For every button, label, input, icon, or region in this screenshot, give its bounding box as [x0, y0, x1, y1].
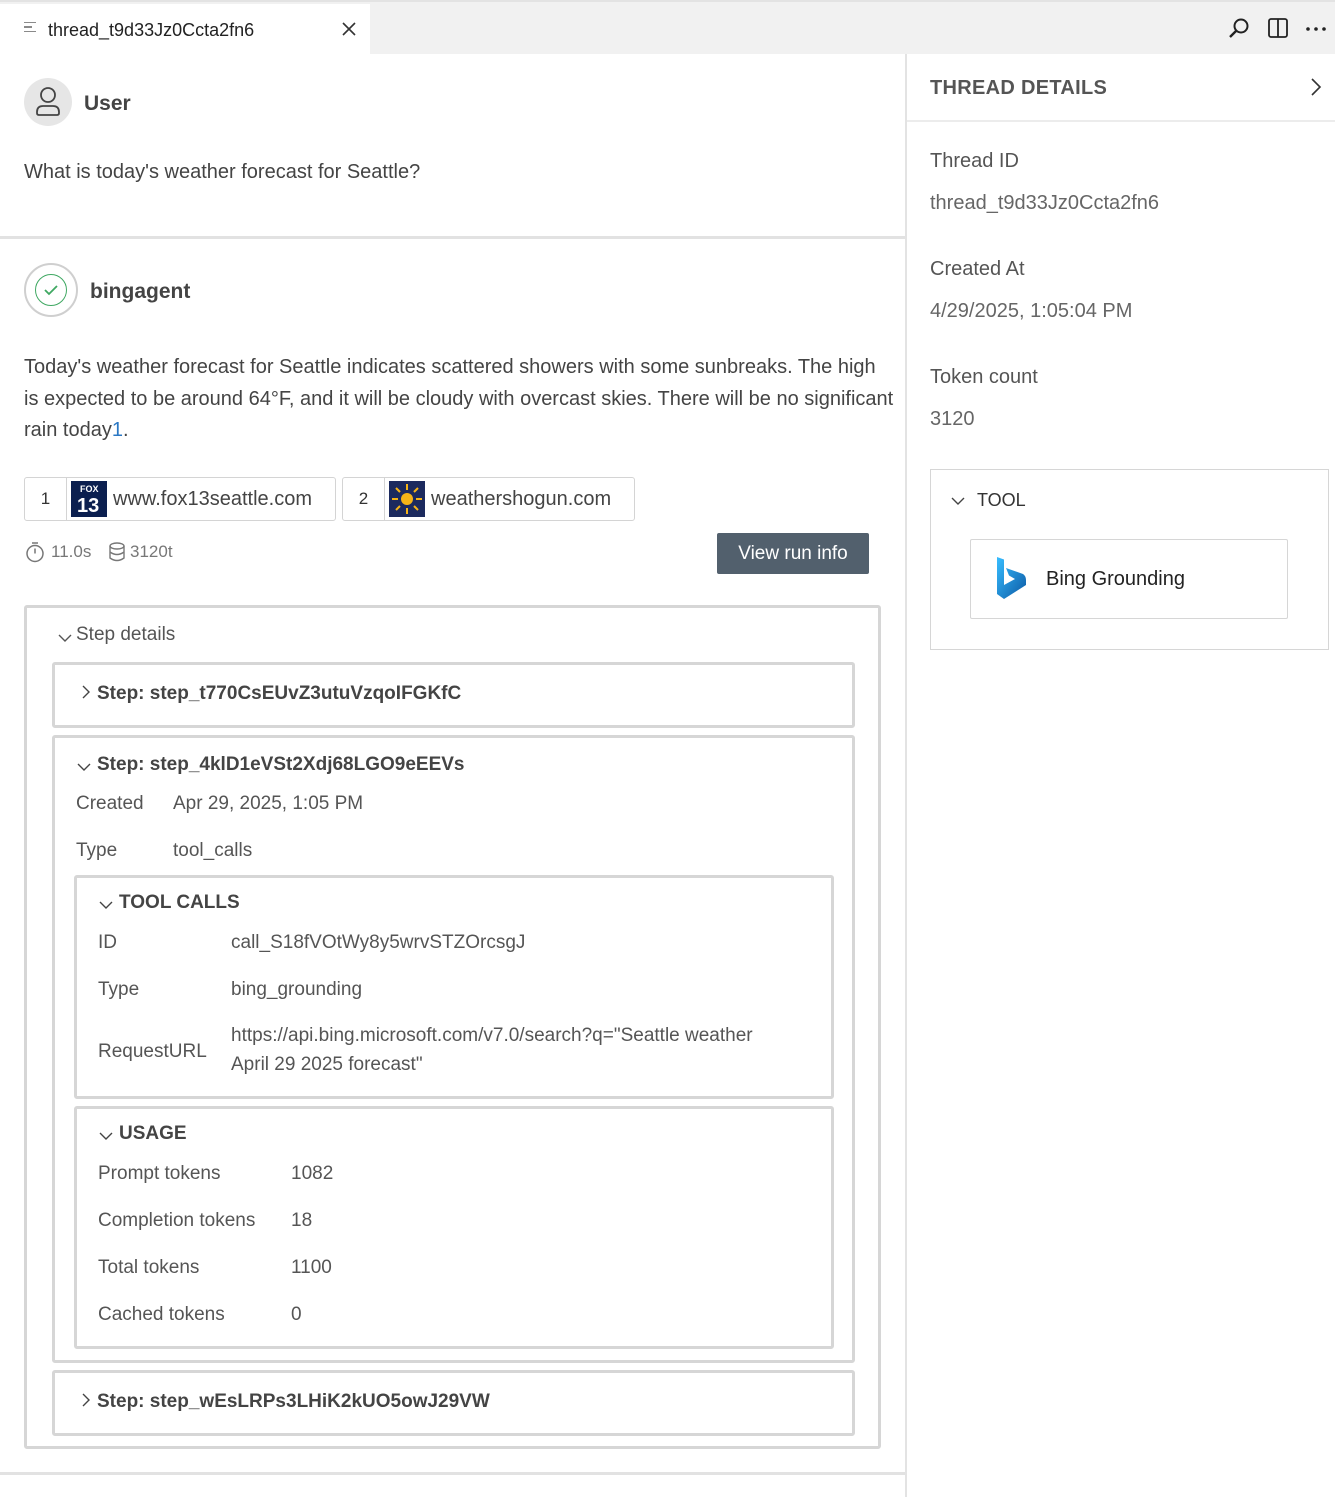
step-title[interactable]: Step: step_wEsLRPs3LHiK2kUO5owJ29VW: [97, 1391, 490, 1412]
user-avatar: [24, 78, 72, 126]
chevron-down-icon[interactable]: [99, 1129, 113, 1143]
tool-card[interactable]: [970, 539, 1288, 619]
search-icon[interactable]: [1227, 16, 1251, 40]
cached-tokens-value: 0: [291, 1304, 302, 1325]
thread-conversation: [0, 54, 905, 1497]
step-title[interactable]: Step: step_4klD1eVSt2Xdj68LGO9eEEVs: [97, 754, 465, 775]
source-host: www.fox13seattle.com: [113, 488, 312, 510]
agent-response-body: Today's weather forecast for Seattle indicates scattered showers with some sunbreaks. The high is expected to be around 64°F, and it will be cloudy with overcast skies. There will be no significant rain today: [24, 356, 894, 441]
chevron-right-icon[interactable]: [1307, 78, 1325, 96]
chevron-down-icon[interactable]: [58, 631, 72, 645]
request-url-value: https://api.bing.microsoft.com/v7.0/search?q="Seattle weather April 29 2025 forecast": [231, 1025, 753, 1075]
thread-details-panel: [905, 54, 1335, 1497]
message-divider: [0, 236, 905, 239]
completion-tokens-label: Completion tokens: [98, 1210, 256, 1231]
type-value: tool_calls: [173, 840, 253, 861]
panel-divider: [907, 120, 1335, 122]
tool-header[interactable]: TOOL: [977, 490, 1026, 510]
source-citation-card[interactable]: [24, 477, 336, 521]
tool-call-id-value: call_S18fVOtWy8y5wrvSTZOrcsgJ: [231, 932, 526, 953]
source-host: weathershogun.com: [431, 488, 612, 510]
citation-link[interactable]: 1: [111, 419, 123, 441]
chevron-down-icon[interactable]: [99, 898, 113, 912]
split-editor-icon[interactable]: [1266, 16, 1290, 40]
citation-number: 1: [25, 478, 67, 520]
fox13-logo-icon: [71, 481, 107, 517]
step-details-panel: [24, 605, 881, 1449]
thread-id-label: Thread ID: [930, 150, 1019, 172]
tool-section: [930, 469, 1329, 650]
thread-details-title: THREAD DETAILS: [930, 77, 1108, 99]
more-icon[interactable]: [1304, 16, 1328, 40]
document-lines-icon: [24, 22, 36, 34]
tool-call-type-value: bing_grounding: [231, 979, 363, 1000]
checkmark-icon: [36, 275, 65, 304]
created-at-label: Created At: [930, 258, 1025, 280]
usage-section: [74, 1106, 834, 1349]
svg-text:FOX: FOX: [80, 484, 99, 494]
tool-calls-header[interactable]: TOOL CALLS: [119, 892, 240, 913]
request-url-label: RequestURL: [98, 1041, 207, 1062]
completion-tokens-value: 18: [291, 1210, 313, 1231]
chevron-down-icon[interactable]: [951, 494, 965, 508]
agent-response-text: [24, 352, 894, 447]
tool-call-id-label: ID: [98, 932, 117, 953]
person-icon: [24, 78, 72, 126]
prompt-tokens-label: Prompt tokens: [98, 1163, 221, 1184]
message-divider: [0, 1472, 905, 1475]
source-citation-card[interactable]: [342, 477, 635, 521]
citation-number: 2: [343, 478, 385, 520]
bing-logo-icon: [993, 555, 1027, 603]
total-tokens-value: 1100: [291, 1257, 332, 1278]
run-duration: 11.0s: [51, 542, 92, 561]
weathershogun-logo-icon: [389, 481, 425, 517]
agent-name: bingagent: [90, 280, 191, 303]
created-value: Apr 29, 2025, 1:05 PM: [173, 793, 364, 814]
tool-call-type-label: Type: [98, 979, 140, 1000]
step-details-header[interactable]: Step details: [76, 624, 176, 645]
chevron-right-icon[interactable]: [79, 1393, 93, 1407]
tab-title: thread_t9d33Jz0Ccta2fn6: [48, 20, 255, 40]
created-label: Created: [76, 793, 144, 814]
view-run-info-button[interactable]: View run info: [717, 533, 869, 574]
tool-calls-section: [74, 875, 834, 1099]
run-token-count: 3120t: [130, 542, 173, 561]
usage-header[interactable]: USAGE: [119, 1123, 187, 1144]
token-stack-icon: [107, 541, 127, 563]
user-name: User: [84, 92, 131, 115]
thread-id-value: thread_t9d33Jz0Ccta2fn6: [930, 192, 1160, 214]
user-message-text: What is today's weather forecast for Seattle?: [24, 161, 421, 183]
user-message: [0, 54, 905, 238]
chevron-down-icon[interactable]: [77, 760, 91, 774]
token-count-label: Token count: [930, 366, 1038, 388]
step-title[interactable]: Step: step_t770CsEUvZ3utuVzqoIFGKfC: [97, 683, 462, 704]
tool-name: Bing Grounding: [1046, 568, 1185, 590]
chevron-right-icon[interactable]: [79, 685, 93, 699]
agent-response-end: .: [122, 419, 129, 441]
step-expanded: [52, 735, 855, 1363]
agent-avatar: [24, 263, 78, 317]
step-collapsed[interactable]: [52, 662, 855, 728]
step-collapsed[interactable]: [52, 1370, 855, 1436]
created-at-value: 4/29/2025, 1:05:04 PM: [930, 300, 1133, 322]
close-icon[interactable]: [340, 20, 358, 38]
stopwatch-icon: [24, 541, 46, 563]
type-label: Type: [76, 840, 118, 861]
cached-tokens-label: Cached tokens: [98, 1304, 225, 1325]
token-count-value: 3120: [930, 408, 975, 430]
total-tokens-label: Total tokens: [98, 1257, 200, 1278]
editor-tab[interactable]: [0, 4, 370, 56]
prompt-tokens-value: 1082: [291, 1163, 334, 1184]
tab-bar: [0, 0, 1335, 54]
svg-text:13: 13: [77, 495, 100, 517]
